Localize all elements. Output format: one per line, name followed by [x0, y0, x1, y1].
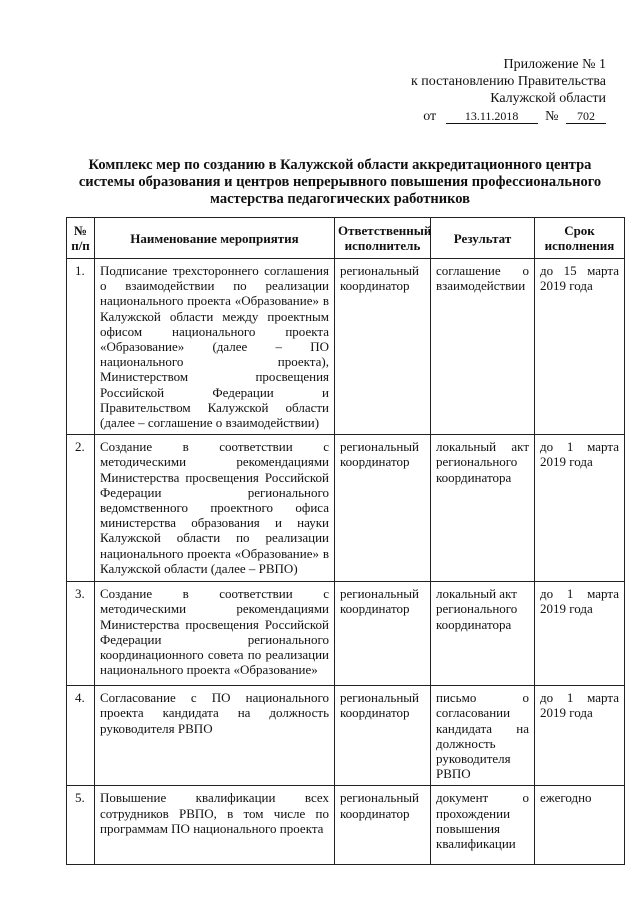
row-name: Повышение квалификации всех сотрудников РВПО, в том числе по программам ПО национального проекта — [95, 786, 335, 865]
title-line: мастерства педагогических работников — [210, 191, 470, 207]
header-name: Наименование мероприятия — [95, 218, 335, 259]
table-row — [67, 582, 625, 686]
title-line: Комплекс мер по созданию в Калужской области аккредитационного центра — [88, 157, 592, 173]
from-label: от — [423, 109, 437, 124]
header-term — [535, 218, 625, 259]
row-num: 5. — [67, 786, 95, 865]
row-executor: региональный координатор — [335, 435, 431, 582]
row-result: локальный акт регионального координатора — [431, 582, 535, 686]
header-result: Результат — [431, 218, 535, 259]
row-executor: региональный координатор — [335, 786, 431, 865]
table-header-row — [67, 218, 625, 259]
row-term: до 15 марта 2019 года — [535, 259, 625, 435]
table-row — [67, 786, 625, 865]
row-executor: региональный координатор — [335, 259, 431, 435]
row-term: ежегодно — [535, 786, 625, 865]
table-row — [67, 686, 625, 786]
row-executor: региональный координатор — [335, 582, 431, 686]
header-executor-line: исполнитель — [344, 238, 421, 253]
appendix-resolution: к постановлению Правительства — [410, 74, 606, 89]
row-term: до 1 марта 2019 года — [535, 686, 625, 786]
appendix-region: Калужской области — [490, 91, 606, 106]
row-name: Создание в соответствии с методическими рекомендациями Министерства просвещения Российской Федерации регионального ведомственного проектного офиса министерства образования и науки Калужской области по реализации национального проекта «Образование» в Калужской области (далее – РВПО) — [95, 435, 335, 582]
resolution-date-row — [411, 108, 606, 125]
header-num — [67, 218, 95, 259]
row-name: Подписание трехстороннего соглашения о взаимодействии по реализации национального проекта «Образование» в Калужской области между проектным офисом национального проекта «Образование» (далее – ПО национального проекта), Министерством просвещения Российской Федерации и Правительством Калужской области (далее – соглашение о взаимодействии) — [95, 259, 335, 435]
row-num: 1. — [67, 259, 95, 435]
appendix-number: Приложение № 1 — [503, 57, 606, 72]
row-result: документ о прохождении повышения квалификации — [431, 786, 535, 865]
row-result: локальный акт регионального координатора — [431, 435, 535, 582]
row-result: соглашение о взаимодействии — [431, 259, 535, 435]
header-num-line: № — [73, 223, 88, 238]
header-executor-line: Ответственный — [338, 223, 432, 238]
header-term-line: Срок — [564, 223, 595, 238]
document-title — [70, 157, 610, 208]
table-row — [67, 435, 625, 582]
appendix-header — [411, 56, 606, 125]
row-term: до 1 марта 2019 года — [535, 582, 625, 686]
resolution-number: 702 — [566, 109, 606, 124]
row-num: 3. — [67, 582, 95, 686]
table-row — [67, 259, 625, 435]
header-executor — [335, 218, 431, 259]
row-num: 2. — [67, 435, 95, 582]
header-term-line: исполнения — [544, 238, 615, 253]
row-term: до 1 марта 2019 года — [535, 435, 625, 582]
resolution-date: 13.11.2018 — [446, 109, 538, 124]
row-num: 4. — [67, 686, 95, 786]
row-result: письмо о согласовании кандидата на должность руководителя РВПО — [431, 686, 535, 786]
row-name: Создание в соответствии с методическими рекомендациями Министерства просвещения Российской Федерации регионального координационного совета по реализации национального проекта «Образование» — [95, 582, 335, 686]
number-label: № — [545, 109, 559, 124]
title-line: системы образования и центров непрерывного повышения профессионального — [78, 174, 602, 190]
measures-table — [66, 217, 625, 865]
header-num-line: п/п — [71, 238, 90, 253]
row-executor: региональный координатор — [335, 686, 431, 786]
row-name: Согласование с ПО национального проекта кандидата на должность руководителя РВПО — [95, 686, 335, 786]
